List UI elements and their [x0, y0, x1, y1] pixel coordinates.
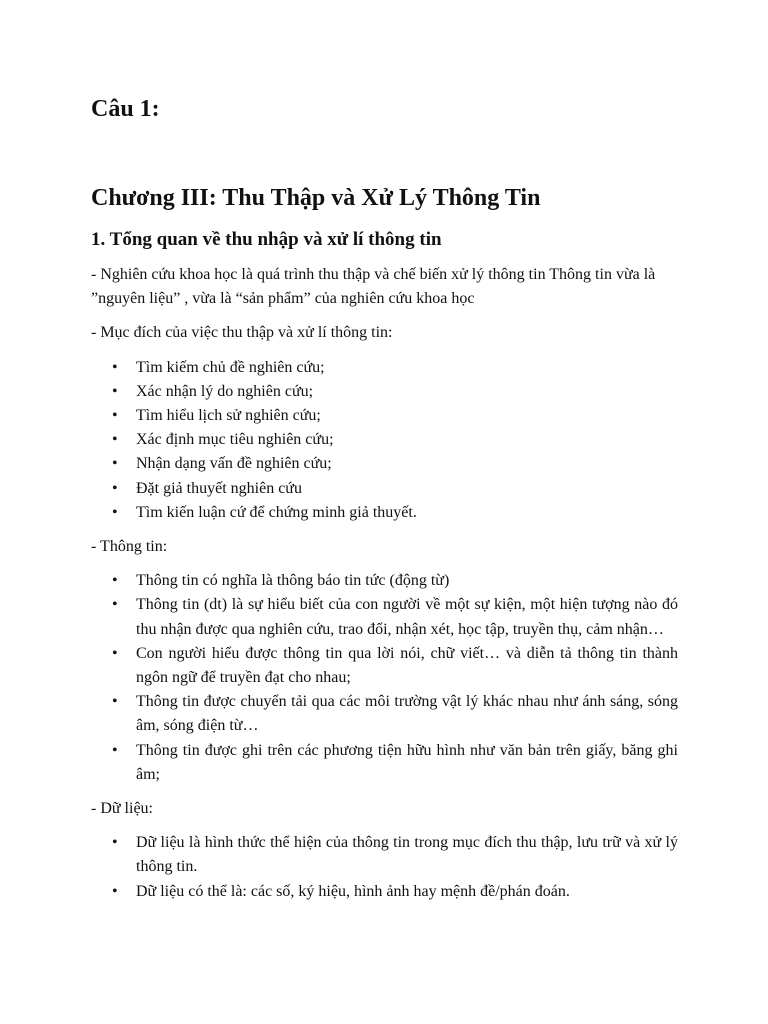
info-label: - Thông tin: — [91, 538, 168, 556]
document-body — [91, 263, 678, 914]
bullet-icon: • — [112, 834, 118, 852]
info-list — [91, 569, 678, 787]
bullet-icon: • — [112, 644, 118, 662]
list-item-text: Tìm kiếm chủ đề nghiên cứu; — [136, 358, 325, 376]
purpose-list — [91, 356, 678, 525]
list-item — [91, 569, 678, 593]
list-item — [91, 593, 678, 641]
list-item — [91, 477, 678, 501]
data-list — [91, 831, 678, 904]
list-item-text: Nhận dạng vấn đề nghiên cứu; — [136, 455, 332, 473]
chapter-title: Chương III: Thu Thập và Xử Lý Thông Tin — [91, 185, 541, 211]
bullet-icon: • — [112, 596, 118, 614]
intro-paragraph: - Nghiên cứu khoa học là quá trình thu thập và chế biến xử lý thông tin Thông tin vừa là ”nguyên liệu” , vừa là “sản phẩm” của nghiên cứu khoa học — [91, 266, 656, 308]
list-item — [91, 739, 678, 787]
list-item — [91, 428, 678, 452]
list-item — [91, 831, 678, 879]
bullet-icon: • — [112, 407, 118, 425]
bullet-icon: • — [112, 882, 118, 900]
bullet-icon: • — [112, 431, 118, 449]
list-item-text: Xác định mục tiêu nghiên cứu; — [136, 431, 334, 449]
data-label: - Dữ liệu: — [91, 800, 153, 818]
list-item — [91, 380, 678, 404]
list-item-text: Xác nhận lý do nghiên cứu; — [136, 382, 314, 400]
list-item-text: Đặt giả thuyết nghiên cứu — [136, 479, 302, 497]
bullet-icon: • — [112, 572, 118, 590]
bullet-icon: • — [112, 693, 118, 711]
list-item — [91, 356, 678, 380]
question-heading: Câu 1: — [91, 96, 160, 122]
bullet-icon: • — [112, 741, 118, 759]
list-item-text: Tìm kiến luận cứ để chứng minh giả thuyết. — [136, 503, 417, 521]
list-item-text: Thông tin được chuyển tải qua các môi trường vật lý khác nhau như ánh sáng, sóng âm, sóng điện từ… — [136, 693, 678, 735]
bullet-icon: • — [112, 455, 118, 473]
bullet-icon: • — [112, 503, 118, 521]
bullet-icon: • — [112, 382, 118, 400]
purpose-label: - Mục đích của việc thu thập và xử lí thông tin: — [91, 324, 393, 342]
list-item — [91, 501, 678, 525]
list-item-text: Tìm hiểu lịch sử nghiên cứu; — [136, 407, 321, 425]
bullet-icon: • — [112, 358, 118, 376]
list-item-text: Thông tin có nghĩa là thông báo tin tức (động từ) — [136, 572, 450, 590]
list-item-text: Dữ liệu có thể là: các số, ký hiệu, hình ảnh hay mệnh đề/phán đoán. — [136, 882, 570, 900]
list-item — [91, 690, 678, 738]
list-item — [91, 452, 678, 476]
section-title: 1. Tổng quan về thu nhập và xử lí thông tin — [91, 229, 442, 250]
list-item-text: Dữ liệu là hình thức thể hiện của thông tin trong mục đích thu thập, lưu trữ và xử lý thông tin. — [136, 834, 678, 876]
list-item — [91, 880, 678, 904]
list-item-text: Thông tin (dt) là sự hiểu biết của con người về một sự kiện, một hiện tượng nào đó thu nhận được qua nghiên cứu, trao đổi, nhận xét, học tập, truyền thụ, cảm nhận… — [136, 596, 678, 638]
bullet-icon: • — [112, 479, 118, 497]
list-item-text: Thông tin được ghi trên các phương tiện hữu hình như văn bản trên giấy, băng ghi âm; — [136, 741, 678, 783]
list-item-text: Con người hiểu được thông tin qua lời nói, chữ viết… và diễn tả thông tin thành ngôn ngữ để truyền đạt cho nhau; — [136, 644, 678, 687]
list-item — [91, 642, 678, 690]
list-item — [91, 404, 678, 428]
